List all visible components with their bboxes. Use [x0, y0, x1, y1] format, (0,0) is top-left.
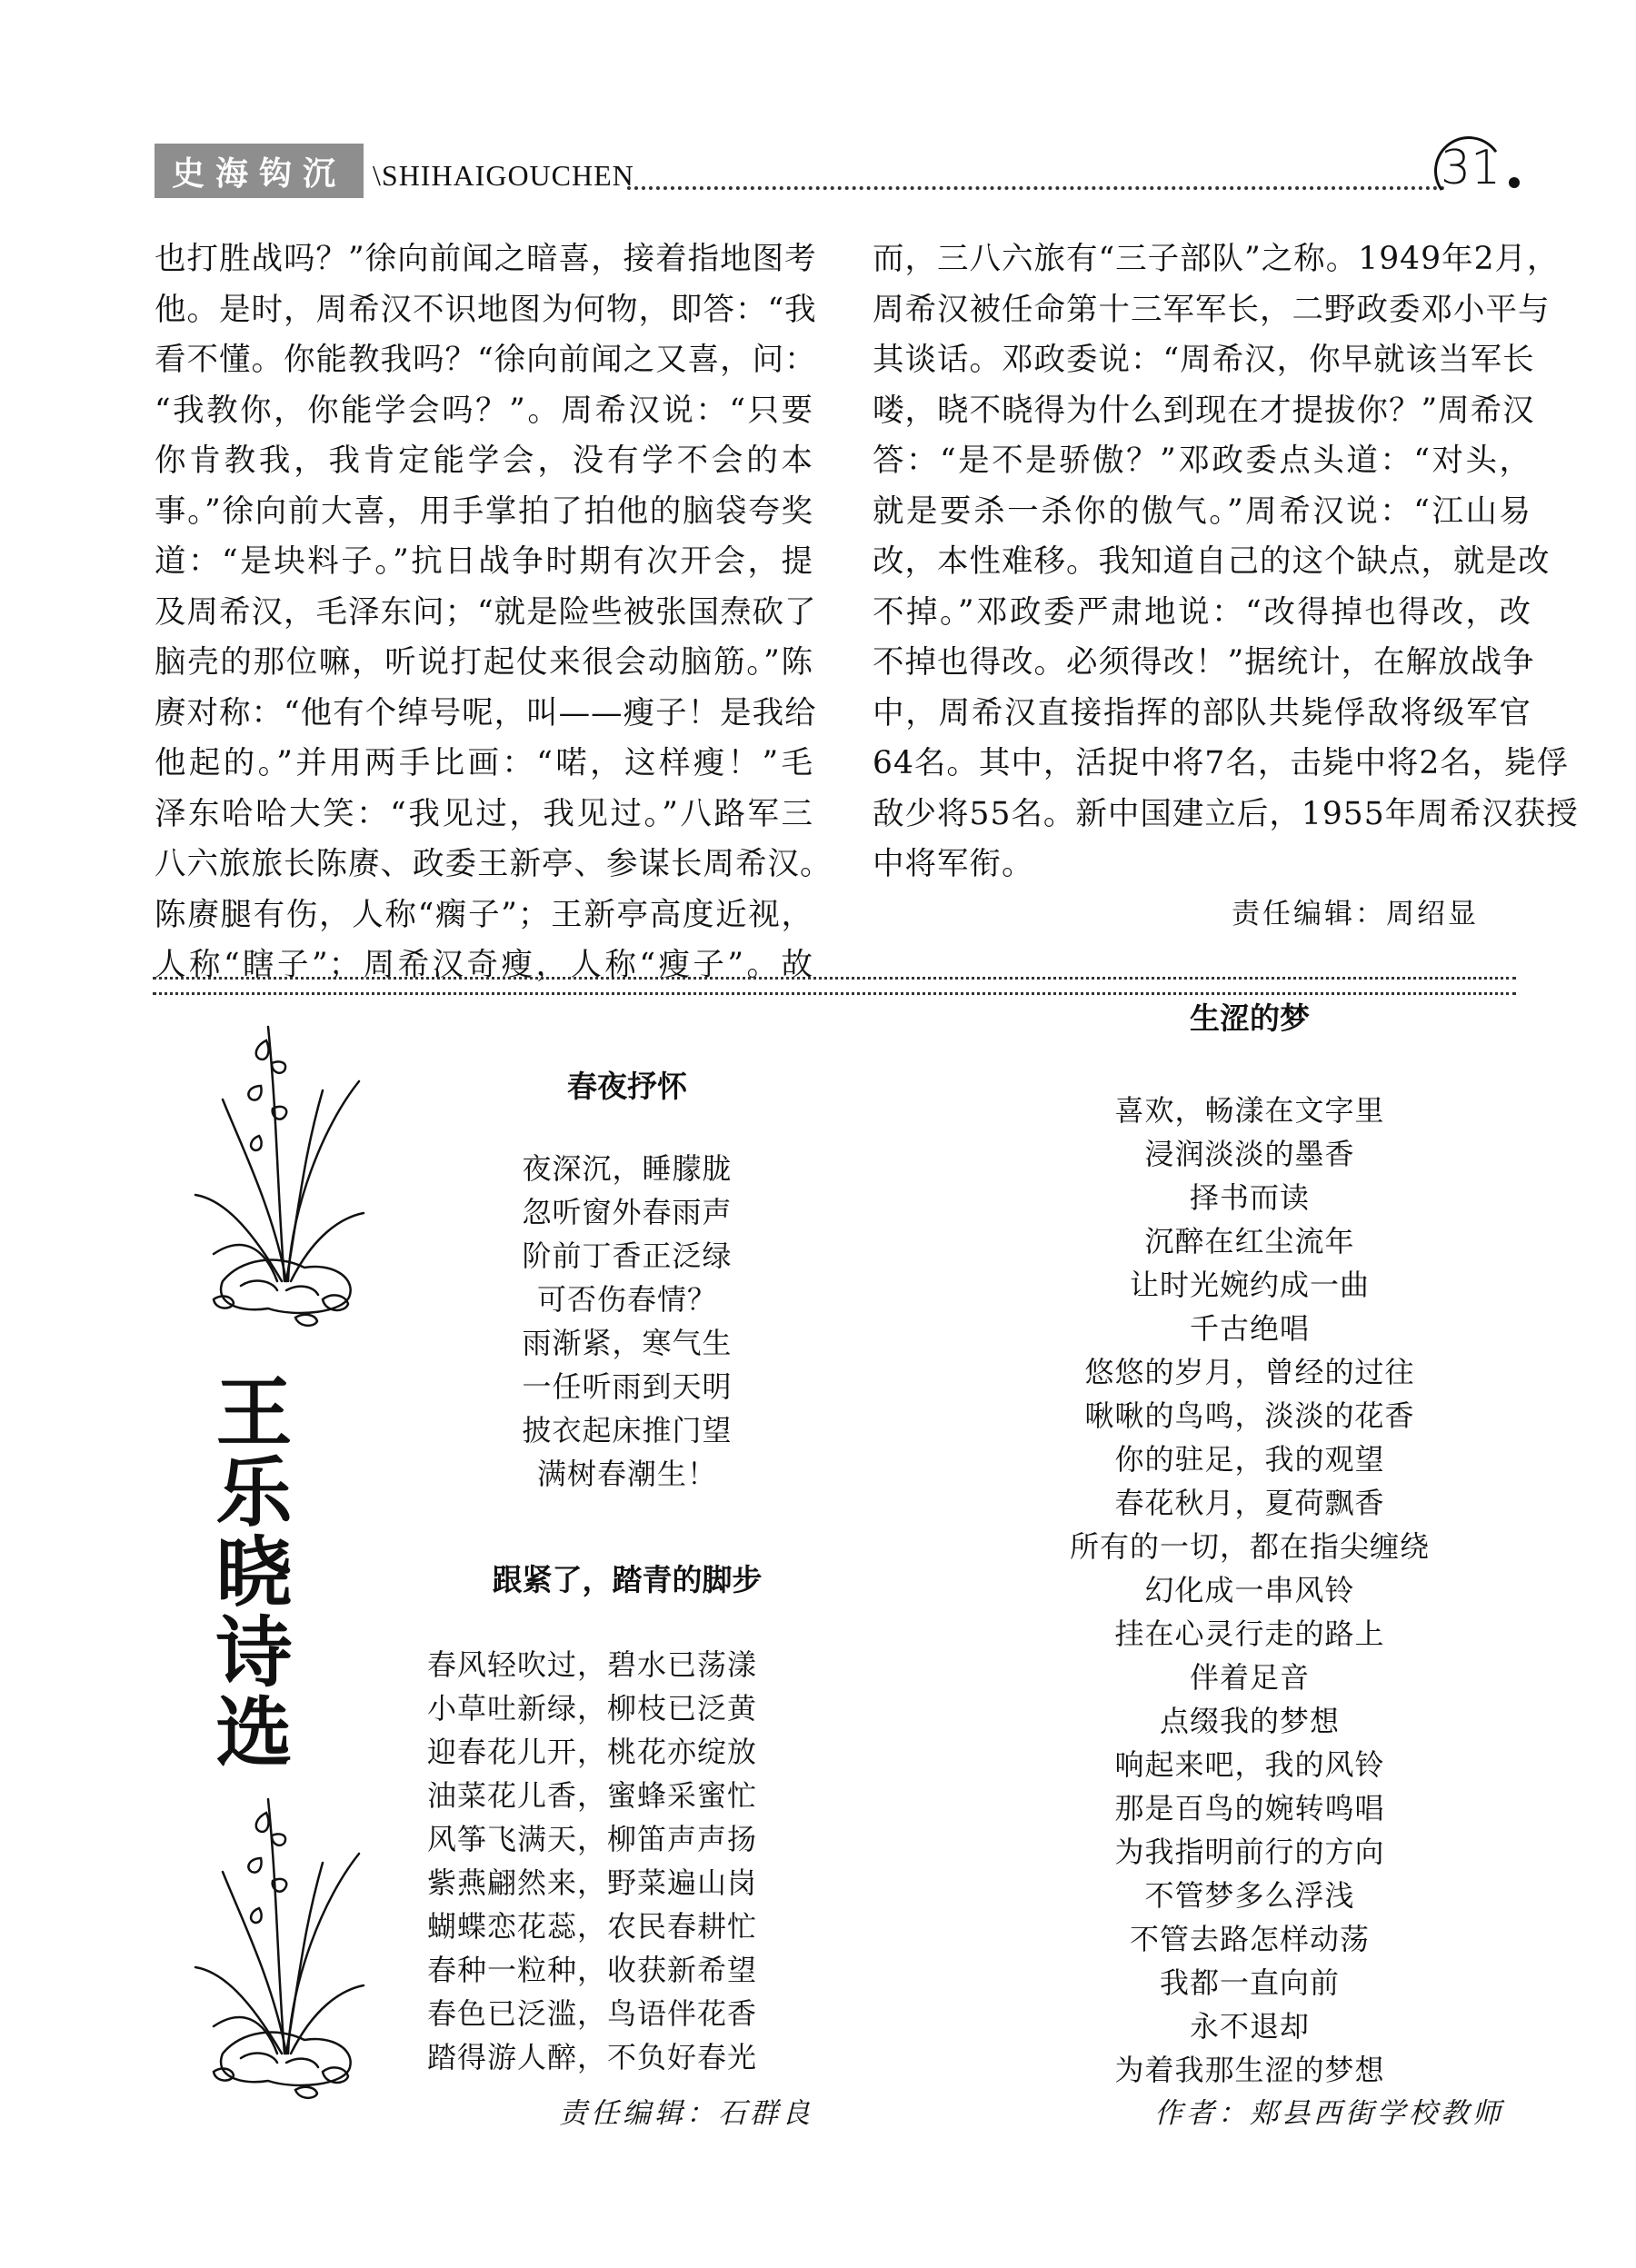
text-line: “我教你，你能学会吗？”。周希汉说：“只要 — [155, 392, 813, 429]
text-line: 不掉也得改。必须得改！”据统计，在解放战争 — [873, 644, 1535, 681]
poem-line: 那是百鸟的婉转鸣唱 — [1114, 1791, 1385, 1825]
poem-line: 沉醉在红尘流年 — [1144, 1224, 1355, 1258]
poem-line: 蝴蝶恋花蕊，农民春耕忙 — [427, 1909, 758, 1944]
text-line: 他。是时，周希汉不识地图为何物，即答：“我 — [155, 291, 817, 328]
text-line: 道：“是块料子。”抗日战争时期有次开会，提 — [155, 543, 813, 580]
page-number-dot — [1509, 177, 1520, 188]
text-line: 陈赓腿有伤，人称“瘸子”；王新亭高度近视， — [155, 896, 813, 933]
series-title: 王乐晓诗选 — [204, 1372, 293, 1772]
poem-line: 幻化成一串风铃 — [1144, 1573, 1355, 1607]
poem-line: 挂在心灵行走的路上 — [1114, 1616, 1385, 1651]
text-line: 中，周希汉直接指挥的部队共毙俘敌将级军官 — [873, 694, 1531, 731]
text-line: 64名。其中，活捉中将7名，击毙中将2名，毙俘 — [873, 745, 1570, 781]
article-right-column — [873, 234, 1579, 890]
text-line: 其谈话。邓政委说：“周希汉，你早就该当军长 — [873, 342, 1535, 378]
text-line: 改，本性难移。我知道自己的这个缺点，就是改 — [873, 543, 1551, 580]
poem-body — [427, 1643, 818, 2079]
poem-title: 春夜抒怀 — [567, 1069, 687, 1104]
poem-body — [1036, 1089, 1463, 2092]
poem-line: 不管梦多么浮浅 — [1144, 1878, 1355, 1913]
poem-line: 迎春花儿开，桃花亦绽放 — [427, 1735, 758, 1769]
text-line: 不掉。”邓政委严肃地说：“改得掉也得改，改 — [873, 593, 1531, 631]
poem-body — [445, 1147, 809, 1496]
text-line: 看不懂。你能教我吗？“徐向前闻之又喜，问： — [155, 342, 817, 378]
poem-line: 春种一粒种，收获新希望 — [427, 1953, 758, 1987]
poem-line: 喜欢，畅漾在文字里 — [1114, 1093, 1385, 1128]
poem-line: 不管去路怎样动荡 — [1129, 1922, 1370, 1956]
text-line: 周希汉被任命第十三军军长，二野政委邓小平与 — [873, 291, 1551, 328]
text-line: 及周希汉，毛泽东问；“就是险些被张国焘砍了 — [155, 593, 817, 631]
text-line: 泽东哈哈大笑：“我见过，我见过。”八路军三 — [155, 795, 813, 832]
text-line: 人称“瞎子”；周希汉奇瘦，人称“瘦子”。故 — [155, 947, 813, 983]
text-line: 八六旅旅长陈赓、政委王新亭、参谋长周希汉。 — [155, 846, 833, 882]
poem-line: 春风轻吹过，碧水已荡漾 — [427, 1647, 758, 1682]
poem-line: 披衣起床推门望 — [522, 1413, 733, 1447]
text-line: 而，三八六旅有“三子部队”之称。1949年2月， — [873, 241, 1560, 277]
poem-line: 浸润淡淡的墨香 — [1144, 1137, 1355, 1171]
poem-line: 让时光婉约成一曲 — [1129, 1268, 1370, 1302]
poem-line: 踏得游人醉，不负好春光 — [427, 2040, 758, 2074]
page-number: 31 — [1441, 141, 1501, 195]
poem-line: 可否伤春情？ — [536, 1282, 717, 1317]
poem-line: 所有的一切，都在指尖缠绕 — [1069, 1529, 1430, 1564]
poem-line: 小草吐新绿，柳枝已泛黄 — [427, 1691, 758, 1726]
article-left-column — [155, 234, 833, 991]
orchid-illustration-bottom — [186, 1781, 368, 2117]
section-label: 史海钩沉 — [155, 144, 364, 198]
text-line: 答：“是不是骄傲？”邓政委点头道：“对头， — [873, 443, 1531, 479]
poem-line: 风筝飞满天，柳笛声声扬 — [427, 1822, 758, 1856]
text-line: 赓对称：“他有个绰号呢，叫——瘦子！是我给 — [155, 694, 817, 731]
poem-line: 择书而读 — [1189, 1180, 1310, 1215]
poem-line: 啾啾的鸟鸣，淡淡的花香 — [1084, 1398, 1415, 1433]
text-line: 你肯教我，我肯定能学会，没有学不会的本 — [155, 443, 813, 479]
section-divider — [153, 977, 1516, 995]
poem-line: 忽听窗外春雨声 — [522, 1195, 733, 1229]
author-credit: 作者：郏县西街学校教师 — [1154, 2097, 1504, 2130]
poem-line: 悠悠的岁月，曾经的过往 — [1084, 1355, 1415, 1389]
poem-line: 点缀我的梦想 — [1159, 1704, 1340, 1738]
poem-line: 响起来吧，我的风铃 — [1114, 1747, 1385, 1782]
article-editor-credit: 责任编辑：周绍显 — [1232, 898, 1479, 930]
poem-line: 夜深沉，睡朦胧 — [522, 1151, 733, 1186]
poem-line: 紫燕翩然来，野菜遍山岗 — [427, 1865, 758, 1900]
text-line: 事。”徐向前大喜，用手掌拍了拍他的脑袋夸奖 — [155, 492, 813, 530]
poem-line: 满树春潮生！ — [536, 1457, 717, 1491]
poem-line: 油菜花儿香，蜜蜂采蜜忙 — [427, 1778, 758, 1813]
text-line: 喽，晓不晓得为什么到现在才提拔你？”周希汉 — [873, 392, 1535, 429]
poem-line: 你的驻足，我的观望 — [1114, 1442, 1385, 1477]
poem-title: 跟紧了，踏青的脚步 — [492, 1562, 763, 1597]
text-line: 就是要杀一杀你的傲气。”周希汉说：“江山易 — [873, 492, 1531, 530]
text-line: 他起的。”并用两手比画：“喏，这样瘦！”毛 — [155, 745, 813, 781]
text-line: 脑壳的那位嘛，听说打起仗来很会动脑筋。”陈 — [155, 644, 813, 681]
poem-line: 春花秋月，夏荷飘香 — [1114, 1486, 1385, 1520]
text-line: 也打胜战吗？”徐向前闻之暗喜，接着指地图考 — [155, 241, 817, 277]
section-pinyin: \SHIHAIGOUCHEN — [373, 159, 634, 192]
poem-line: 为着我那生涩的梦想 — [1114, 2053, 1385, 2087]
orchid-illustration-top — [186, 1009, 368, 1336]
poem-line: 永不退却 — [1189, 2009, 1310, 2044]
poetry-editor-credit: 责任编辑：石群良 — [559, 2097, 813, 2130]
poem-line: 千古绝唱 — [1189, 1311, 1310, 1346]
poem-line: 阶前丁香正泛绿 — [522, 1238, 733, 1273]
poem-line: 伴着足音 — [1189, 1660, 1310, 1695]
text-line: 敌少将55名。新中国建立后，1955年周希汉获授 — [873, 795, 1579, 832]
header-divider — [627, 186, 1445, 190]
poem-line: 一任听雨到天明 — [522, 1369, 733, 1404]
poem-title: 生涩的梦 — [1190, 1000, 1310, 1036]
text-line: 中将军衔。 — [873, 846, 1034, 882]
poem-line: 为我指明前行的方向 — [1114, 1835, 1385, 1869]
poem-line: 春色已泛滥，鸟语伴花香 — [427, 1996, 758, 2031]
poem-line: 雨渐紧，寒气生 — [522, 1326, 733, 1360]
poem-line: 我都一直向前 — [1159, 1965, 1340, 2000]
